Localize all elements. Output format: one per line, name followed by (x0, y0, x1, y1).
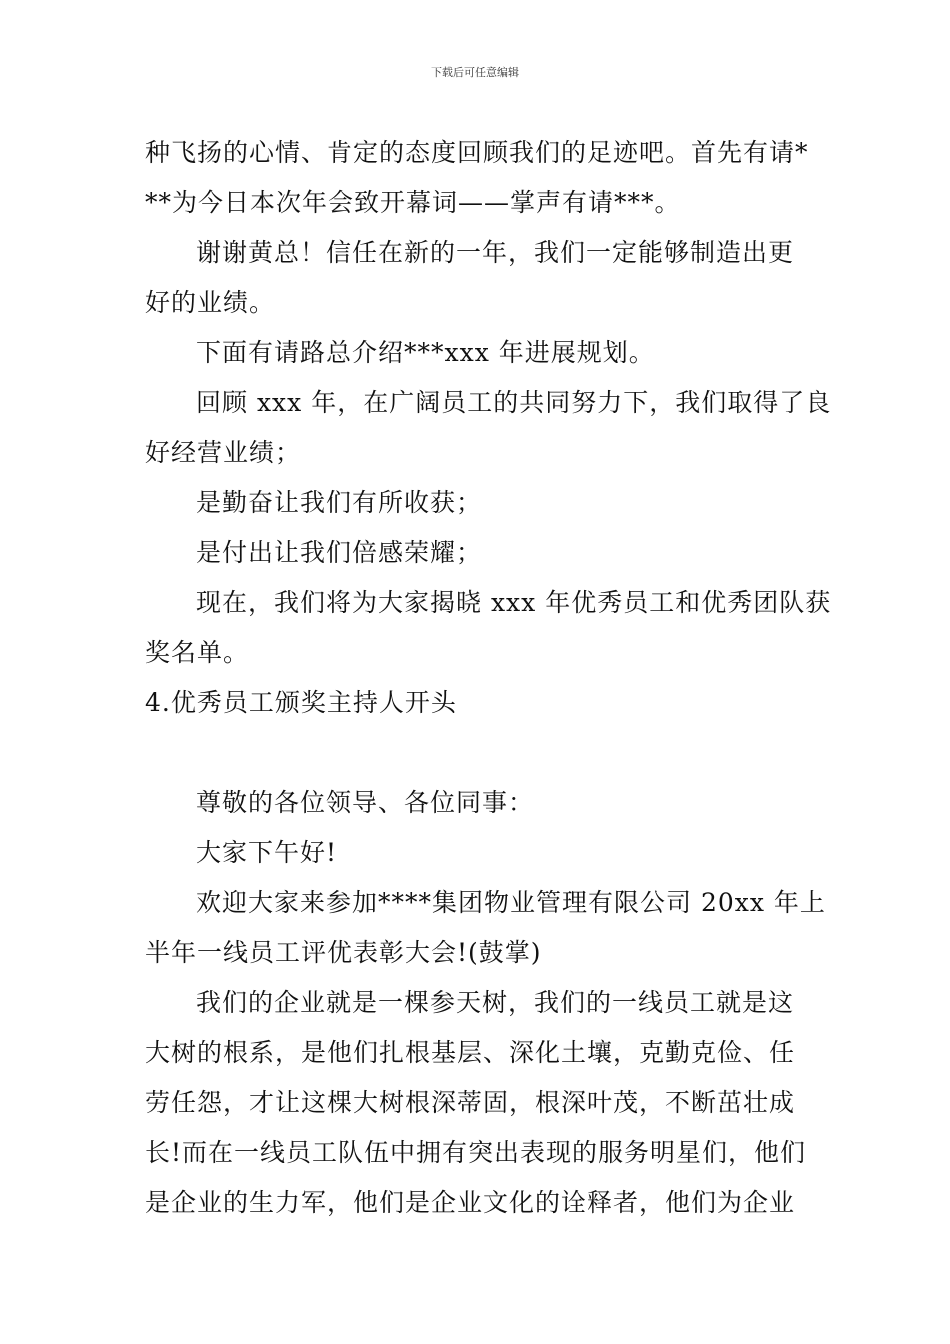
body-line: 欢迎大家来参加****集团物业管理有限公司 20xx 年上 (196, 888, 826, 917)
body-line: 好经营业绩； (145, 438, 302, 467)
body-line: 是付出让我们倍感荣耀； (196, 538, 483, 567)
section-heading: 4.优秀员工颁奖主持人开头 (145, 688, 457, 717)
body-line: 长!而在一线员工队伍中拥有突出表现的服务明星们，他们 (145, 1138, 807, 1167)
body-line: 种飞扬的心情、肯定的态度回顾我们的足迹吧。首先有请* (145, 138, 809, 167)
body-line: 好的业绩。 (145, 288, 276, 317)
body-line: 大家下午好! (196, 838, 338, 867)
body-line: 我们的企业就是一棵参天树，我们的一线员工就是这 (196, 988, 795, 1017)
page-header: 下载后可任意编辑 (431, 66, 519, 79)
body-line: **为今日本次年会致开幕词——掌声有请***。 (145, 188, 681, 217)
body-line: 谢谢黄总！信任在新的一年，我们一定能够制造出更 (196, 238, 795, 267)
body-line: 是勤奋让我们有所收获； (196, 488, 483, 517)
body-line: 是企业的生力军，他们是企业文化的诠释者，他们为企业 (145, 1188, 796, 1217)
body-line: 下面有请路总介绍***xxx 年进展规划。 (196, 338, 655, 367)
body-line: 回顾 xxx 年，在广阔员工的共同努力下，我们取得了良 (196, 388, 832, 417)
body-line: 半年一线员工评优表彰大会!(鼓掌) (145, 938, 542, 967)
blank-line (145, 728, 810, 778)
document-body (145, 128, 832, 1228)
body-line: 尊敬的各位领导、各位同事： (196, 788, 535, 817)
body-line: 奖名单。 (145, 638, 250, 667)
body-line: 现在，我们将为大家揭晓 xxx 年优秀员工和优秀团队获 (196, 588, 832, 617)
body-line: 劳任怨，才让这棵大树根深蒂固，根深叶茂，不断茁壮成 (145, 1088, 796, 1117)
body-line: 大树的根系，是他们扎根基层、深化土壤，克勤克俭、任 (145, 1038, 796, 1067)
